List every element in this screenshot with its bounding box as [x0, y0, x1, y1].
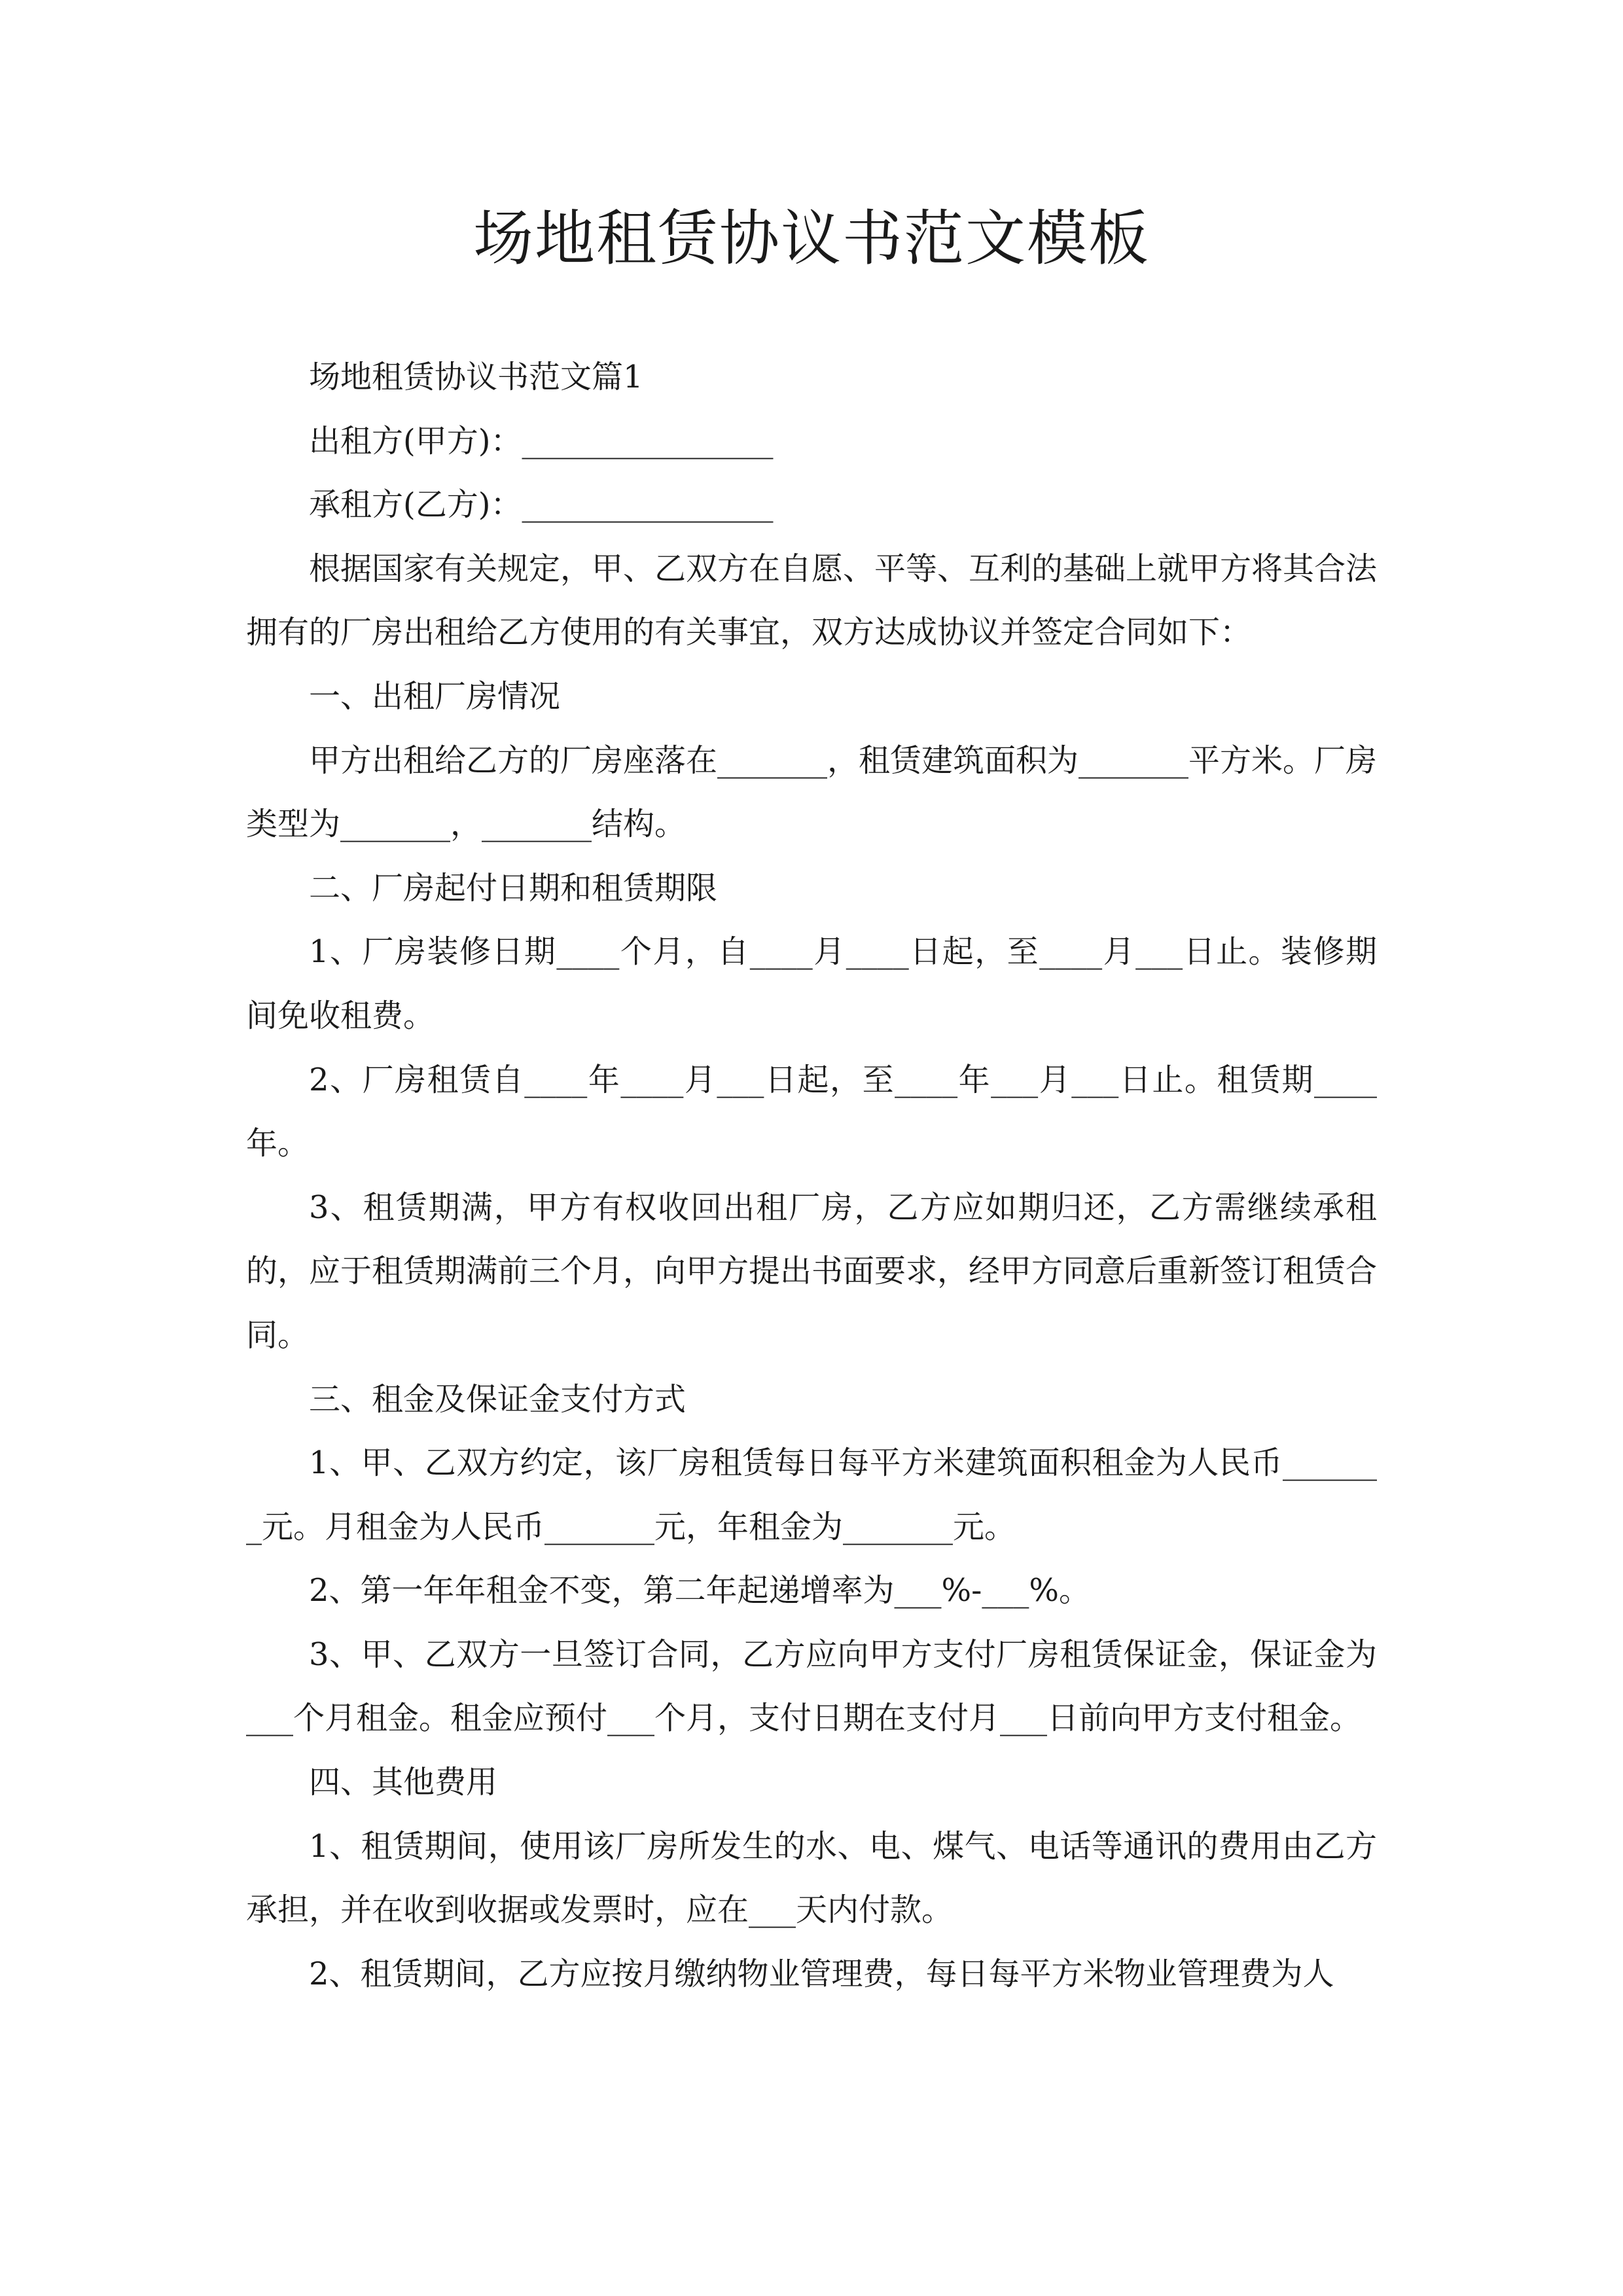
section-heading-3: 三、租金及保证金支付方式 — [309, 1380, 687, 1418]
section-heading-4: 四、其他费用 — [309, 1764, 498, 1801]
section-heading-1: 一、出租厂房情况 — [309, 677, 561, 715]
rent-amount-clause: 1、甲、乙双方约定，该厂房租赁每日每平方米建筑面积租金为人民币_______元。月租金为人民币_______元，年租金为_______元。 — [246, 1444, 1377, 1545]
property-fee-clause: 2、租赁期间，乙方应按月缴纳物业管理费，每日每平方米物业管理费为人 — [309, 1955, 1334, 1992]
factory-location-paragraph: 甲方出租给乙方的厂房座落在_______，租赁建筑面积为_______平方米。厂房类型为_______，_______结构。 — [246, 742, 1378, 843]
preamble-paragraph: 根据国家有关规定，甲、乙双方在自愿、平等、互利的基础上就甲方将其合法拥有的厂房出租给乙方使用的有关事宜，双方达成协议并签定合同如下： — [246, 550, 1378, 651]
rent-increase-clause: 2、第一年年租金不变，第二年起递增率为___%-___%。 — [309, 1572, 1090, 1609]
utilities-clause: 1、租赁期间，使用该厂房所发生的水、电、煤气、电话等通讯的费用由乙方承担，并在收到收据或发票时，应在___天内付款。 — [246, 1827, 1377, 1929]
lease-expiry-clause: 3、租赁期满，甲方有权收回出租厂房，乙方应如期归还，乙方需继续承租的，应于租赁期满前三个月，向甲方提出书面要求，经甲方同意后重新签订租赁合同。 — [246, 1189, 1378, 1354]
document-title: 场地租赁协议书范文模板 — [473, 204, 1150, 274]
renovation-period-clause: 1、厂房装修日期____个月，自____月____日起，至____月___日止。装修期间免收租费。 — [246, 933, 1377, 1034]
lessor-party-line: 出租方(甲方)：________________ — [309, 422, 774, 459]
section-heading-2: 二、厂房起付日期和租赁期限 — [309, 869, 718, 906]
deposit-clause: 3、甲、乙双方一旦签订合同，乙方应向甲方支付厂房租赁保证金，保证金为___个月租金。租金应预付___个月，支付日期在支付月___日前向甲方支付租金。 — [246, 1636, 1377, 1737]
document-body — [246, 346, 1377, 2006]
section-heading-article-1: 场地租赁协议书范文篇1 — [309, 359, 643, 395]
lease-term-clause: 2、厂房租赁自____年____月___日起，至____年___月___日止。租赁期____年。 — [246, 1061, 1377, 1162]
lessee-party-line: 承租方(乙方)：________________ — [309, 486, 774, 524]
